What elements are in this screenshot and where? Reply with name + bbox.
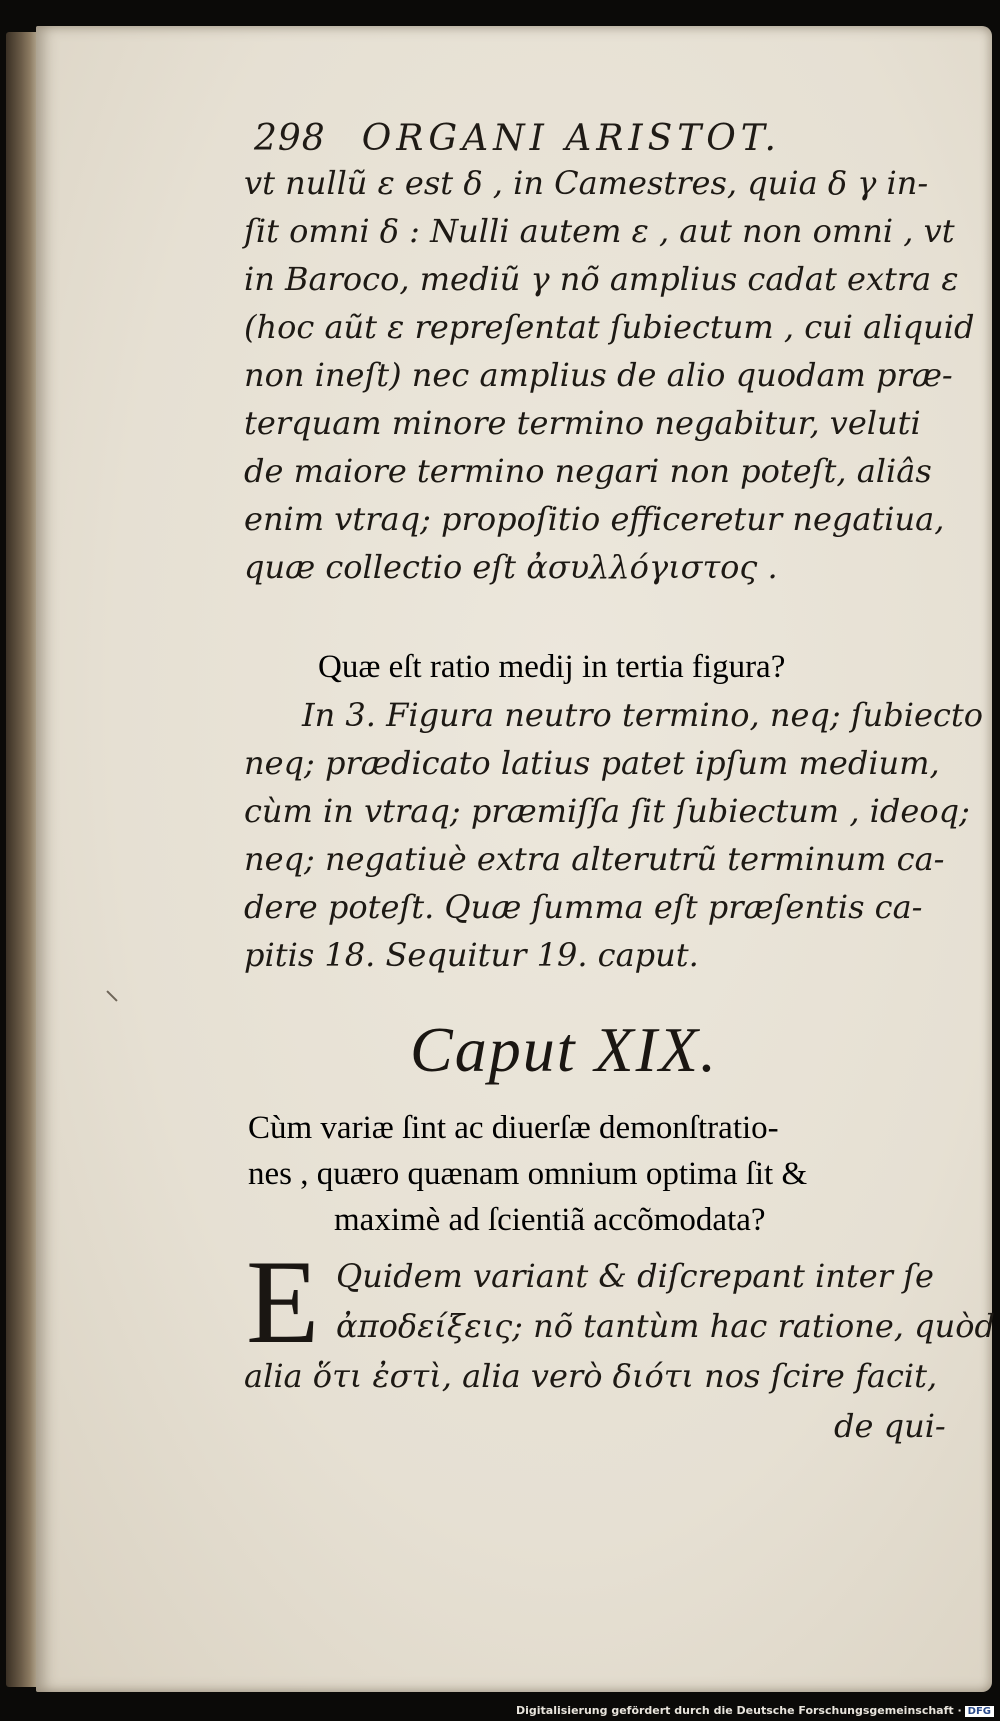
text-line: non ineſt) nec amplius de alio quodam præ- [244, 356, 953, 394]
text-line: de maiore termino negari non poteſt, aliâs [244, 452, 932, 490]
text-line: alia ὅτι ἐστὶ, alia verò διότι nos ſcire facit, [244, 1357, 938, 1395]
footer-text: Digitalisierung gefördert durch die Deutsche Forschungsgemeinschaft · [515, 1704, 962, 1717]
text-line: vt nullũ ε est δ , in Camestres, quia δ γ in- [244, 164, 929, 202]
digitization-footer [516, 1704, 994, 1717]
text-line: in Baroco, mediũ γ nõ amplius cadat extra ε [244, 260, 959, 298]
text-line: quæ collectio eſt ἀσυλλόγιστος . [244, 548, 778, 586]
text-line: pitis 18. Sequitur 19. caput. [244, 936, 699, 974]
text-line: cùm in vtraq; præmiſſa ſit ſubiectum , ideoq; [244, 792, 970, 830]
text-line: neq; prædicato latius patet ipſum medium, [244, 744, 940, 782]
book-spine [6, 32, 40, 1687]
drop-cap: E [246, 1235, 320, 1368]
text-line: dere poteſt. Quæ ſumma eſt præſentis ca- [244, 888, 923, 926]
dfg-logo: DFG [965, 1706, 994, 1717]
text-line: enim vtraq; propoſitio efficeretur negatiua, [244, 500, 945, 538]
text-line: terquam minore termino negabitur, veluti [244, 404, 921, 442]
text-line: (hoc aũt ε repreſentat ſubiectum , cui aliquid [244, 308, 975, 346]
text-line: neq; negatiuè extra alterutrũ terminum ca- [244, 840, 945, 878]
text-line: In 3. Figura neutro termino, neq; ſubiecto [302, 696, 983, 734]
chapter-title: Caput XIX. [410, 1014, 718, 1085]
page-number: 298 [254, 118, 326, 159]
text-line: ſit omni δ : Nulli autem ε , aut non omni , vt [244, 212, 955, 250]
running-title: ORGANI ARISTOT. [361, 118, 781, 159]
question-line: maximè ad ſcientiã accõmodata? [334, 1202, 766, 1238]
question-line: Cùm variæ ſint ac diuerſæ demonſtratio- [248, 1110, 779, 1146]
running-header [254, 118, 894, 159]
question-line: nes , quæro quænam omnium optima ſit & [248, 1156, 808, 1192]
catchword: de qui- [834, 1407, 946, 1445]
question-heading: Quæ eſt ratio medij in tertia figura? [318, 649, 786, 685]
text-line: ἀποδείξεις; nõ tantùm hac ratione, quòd [336, 1307, 995, 1345]
text-line: Quidem variant & diſcrepant inter ſe [336, 1257, 934, 1295]
